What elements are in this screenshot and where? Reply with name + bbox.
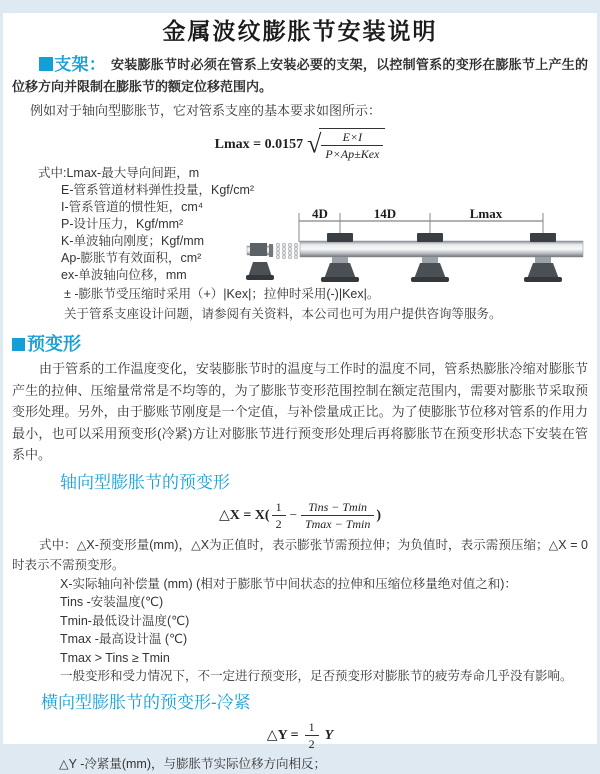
pipe-support: [524, 233, 562, 282]
half-denominator: 2: [275, 516, 282, 531]
pipe: [300, 241, 583, 257]
document-page: [3, 13, 597, 771]
lateral-half-denominator: 2: [308, 736, 315, 751]
pipe-diagram-svg: [245, 205, 597, 297]
axial-predeform-formula: [3, 500, 597, 531]
support-section-heading: 支架：: [54, 55, 107, 74]
lateral-note-line: △Y -冷紧量(mm)，与膨胀节实际位移方向相反；: [59, 756, 327, 771]
definition-line: Ap-膨胀节有效面积，cm²: [61, 251, 202, 265]
axial-formula-rparen: ): [376, 507, 382, 523]
anchor-base: [246, 275, 274, 280]
temperature-fraction: [299, 500, 376, 531]
definition-line: E-管系管道材料弹性投量，Kgf/cm²: [61, 183, 255, 197]
guide-fraction-numerator: E×I: [321, 130, 383, 146]
dim-label-lmax: Lmax: [469, 206, 503, 221]
stub-flange: [269, 244, 273, 257]
plus-minus-note: ± -膨胀节受压缩时采用（+）|Kex|；拉伸时采用(-)|Kex|。: [64, 287, 380, 301]
definition-line: P-设计压力，Kgf/mm²: [61, 217, 184, 231]
parameter-line: Tmax -最高设计温 (℃): [60, 632, 188, 646]
support-example-line: 例如对于轴向型膨胀节，它对管系支座的基本要求如图所示：: [30, 103, 382, 118]
parameter-line: Tins -安装温度(℃): [60, 595, 164, 609]
service-note: 关于管系支座设计问题，请参阅有关资料，本公司也可为用户提供咨询等服务。: [64, 307, 502, 321]
parameter-line: Tmin-最低设计温度(℃): [60, 613, 190, 628]
anchor-pedestal: [248, 262, 272, 277]
lateral-formula-lhs: △Y =: [266, 727, 299, 743]
minus-operator: −: [289, 506, 297, 522]
section-bullet-icon: [39, 57, 53, 71]
sqrt-radicand: [319, 128, 385, 161]
support-intro-text: 安装膨胀节时必须在管系上安装必要的支架，以控制管系的变形在膨胀节上产生的位移方向并限制在膨胀节的额定位移范围内。: [12, 57, 588, 94]
support-intro-paragraph: [12, 54, 588, 98]
axial-subsection-heading: 轴向型膨胀节的预变形: [60, 472, 230, 492]
page-title: 金属波纹膨胀节安装说明: [162, 18, 438, 44]
guide-fraction: [319, 130, 385, 161]
pipe-support-diagram: [245, 205, 597, 297]
definition-line: I-管系管道的惯性矩，cm⁴: [61, 200, 204, 214]
parameter-line: 一般变形和受力情况下，不一定进行预变形，足否预变形对膨胀节的疲劳寿命几乎没有影响。: [60, 669, 573, 683]
definition-line: 式中:Lmax-最大导向间距，m: [38, 166, 200, 180]
lateral-formula-rhs: Y: [324, 727, 334, 743]
lateral-subsection-heading: 横向型膨胀节的预变形-冷紧: [41, 692, 251, 712]
sqrt-radical-icon: √: [307, 129, 320, 159]
definition-line: K-单波轴向刚度；Kgf/mm: [61, 234, 205, 248]
temperature-denominator: Tmax − Tmin: [304, 516, 371, 531]
predeform-body-paragraph: 由于管系的工作温度变化，安装膨胀节时的温度与工作时的温度不同，管系热膨胀冷缩对膨胀节产生的拉伸、压缩量常常是不均等的，为了膨胀节变形范围控制在额定范围内，需要对膨胀节采取预变形处理。另外，由于膨账节刚度是一个定值，与补偿量成正比。为了使膨胀节位移对管系的作用力最小，也可以采用预变形(冷紧)方让对膨胀节进行预变形处理后再将膨胀节在预变形状态下安装在管系中。: [12, 361, 588, 462]
temperature-numerator: Tins − Tmin: [301, 500, 374, 516]
section-bullet-icon: [12, 338, 25, 351]
lmax-formula-lhs: Lmax = 0.0157: [214, 137, 304, 153]
lmax-formula: [3, 128, 597, 161]
pipe-support: [321, 233, 359, 282]
parameter-line: Tmax > Tins ≥ Tmin: [60, 650, 170, 665]
axial-parameter-list: [60, 575, 588, 686]
lateral-half-fraction: [303, 720, 321, 751]
dim-label-14d: 14D: [373, 206, 397, 221]
definition-line: ex-单波轴向位移，mm: [61, 268, 187, 282]
anchor-block: [250, 243, 267, 256]
bellows-coils: [276, 243, 298, 259]
lateral-half-numerator: 1: [305, 720, 319, 736]
dim-label-4d: 4D: [312, 206, 328, 221]
half-numerator: 1: [272, 500, 286, 516]
guide-fraction-denominator: P×Ap±Kex: [325, 147, 380, 161]
one-half-fraction: [270, 500, 288, 531]
axial-explain-paragraph: 式中：△X-预变形量(mm)，△X为正值时，表示膨张节需预拉伸；为负值时，表示需预压缩；△X = 0时表示不需预变形。: [12, 537, 588, 572]
parameter-line: X-实际轴向补偿量 (mm) (相对于膨胀节中间状态的拉伸和压缩位移量绝对值之和)：: [60, 576, 517, 591]
predeform-section-heading: [12, 334, 597, 354]
axial-formula-lhs: △X = X(: [218, 507, 270, 523]
pipe-support: [411, 233, 449, 282]
predeform-heading-text: 预变形: [27, 334, 81, 354]
lateral-predeform-formula: [3, 720, 597, 751]
